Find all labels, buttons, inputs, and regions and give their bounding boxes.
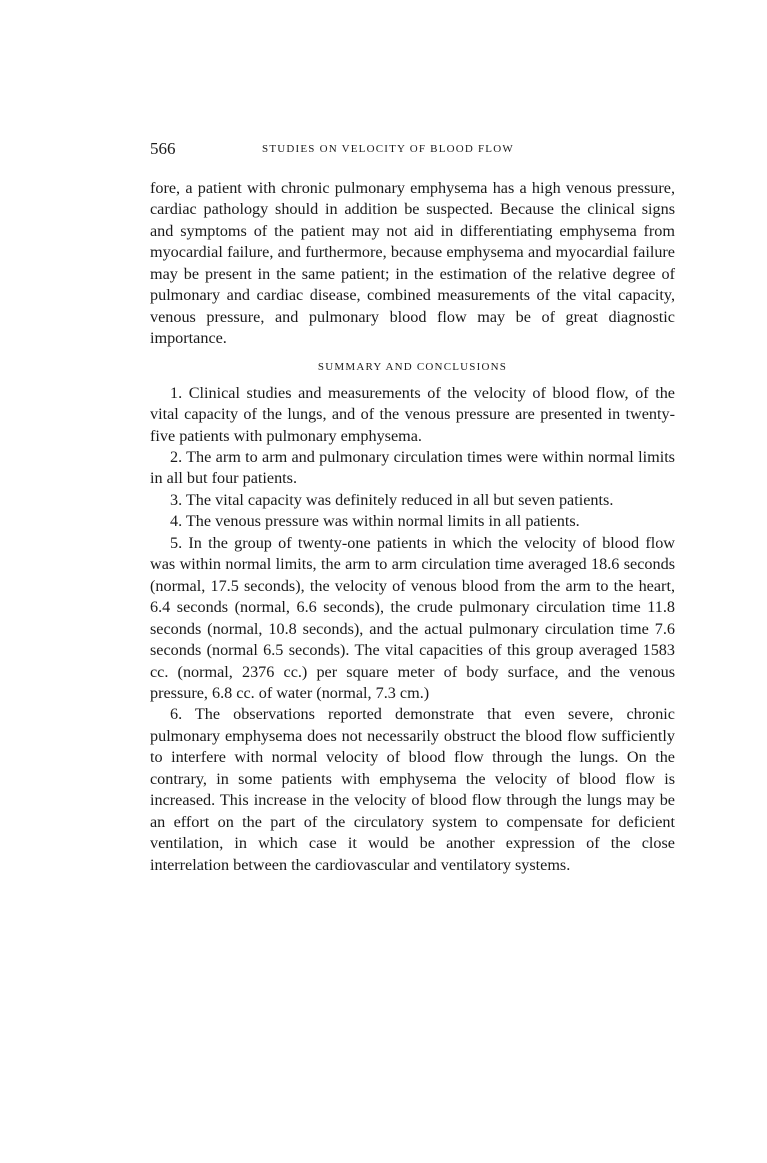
section-heading: SUMMARY AND CONCLUSIONS xyxy=(317,360,508,373)
conclusion-item-6: 6. The observations reported demonstrate that even severe, chronic pulmonary emphysema does not necessarily obstruct the blood flow sufficiently to interfere with normal velocity of blood flow through the lungs. On the contrary, in some patients with emphysema the velocity of blood flow is increased. This increase in the velocity of blood flow through the lungs may be an effort on the part of the circulatory system to compensate for deficient ventilation, in which case it would be another expression of the close interrelation between the cardiovascular and ventilatory systems. xyxy=(150,705,675,874)
body-text xyxy=(150,178,675,876)
conclusion-item-5: 5. In the group of twenty-one patients in which the velocity of blood flow was within normal limits, the arm to arm circulation time averaged 18.6 seconds (normal, 17.5 seconds), the velocity of venous blood from the arm to the heart, 6.4 seconds (normal, 6.6 seconds), the crude pulmonary circulation time 11.8 seconds (normal, 10.8 seconds), and the actual pulmonary circulation time 7.6 seconds (normal 6.5 seconds). The vital capacities of this group averaged 1583 cc. (normal, 2376 cc.) per square meter of body surface, and the venous pressure, 6.8 cc. of water (normal, 7.3 cm.) xyxy=(150,533,675,702)
conclusion-item-3: 3. The vital capacity was definitely reduced in all but seven patients. xyxy=(170,490,614,509)
intro-paragraph: fore, a patient with chronic pulmonary emphysema has a high venous pressure, cardiac pathology should in addition be suspected. Because the clinical signs and symptoms of the patient may not aid in differentiating emphysema from myocardial failure, and furthermore, because emphysema and myocardial failure may be present in the same patient; in the estimation of the relative degree of pulmonary and cardiac disease, combined measurements of the vital capacity, venous pressure, and pulmonary blood flow may be of great diagnostic importance. xyxy=(150,179,675,348)
running-head: STUDIES ON VELOCITY OF BLOOD FLOW xyxy=(262,143,514,155)
page-number: 566 xyxy=(150,139,176,158)
conclusion-item-4: 4. The venous pressure was within normal limits in all patients. xyxy=(170,512,580,531)
conclusion-item-1: 1. Clinical studies and measurements of the velocity of blood flow, of the vital capacity of the lungs, and of the venous pressure are presented in twenty-five patients with pulmonary emphysema. xyxy=(150,383,675,445)
conclusion-item-2: 2. The arm to arm and pulmonary circulation times were within normal limits in all but four patients. xyxy=(150,447,675,488)
page-header xyxy=(150,137,675,161)
